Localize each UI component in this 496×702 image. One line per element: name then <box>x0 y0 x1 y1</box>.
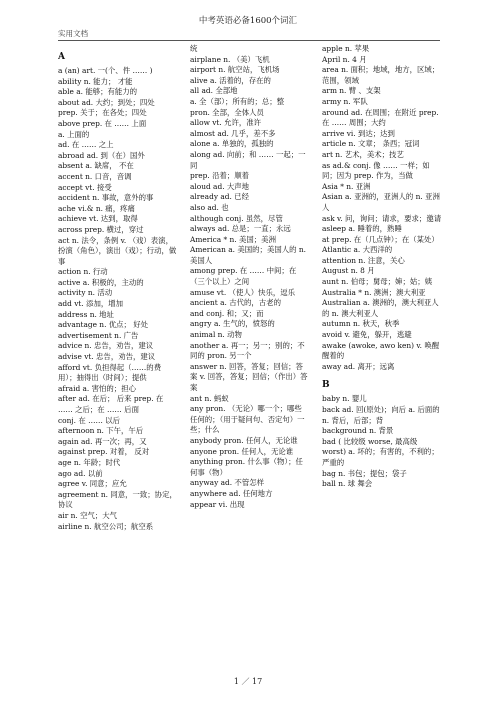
vocabulary-entry: baby n. 婴儿 <box>322 394 367 404</box>
vocabulary-entry: apple n. 苹果 <box>322 44 370 53</box>
page-number: 1 ／ 17 <box>233 677 263 686</box>
vocabulary-entry: pron. 全部，全体人员 <box>190 107 264 117</box>
vocabulary-entry: amuse vt. （使人）快乐，逗乐 <box>190 287 296 297</box>
vocabulary-entry: alone a. 单独的，孤独的 <box>190 139 274 149</box>
vocabulary-entry: allow vt. 允许，准许 <box>190 118 262 128</box>
vocabulary-entry: August n. 8 月 <box>322 266 375 276</box>
vocabulary-entry: April n. 4 月 <box>322 54 367 64</box>
vocabulary-entry: appear vi. 出现 <box>190 499 245 509</box>
vocabulary-entry: bag n. 书包；提包；袋子 <box>322 468 407 478</box>
vocabulary-entry: around ad. 在周围；在附近 prep. 在 …… 周围；大约 <box>322 107 439 128</box>
vocabulary-entry: advantage n. 优点； 好处 <box>58 320 149 330</box>
vocabulary-entry: act n. 法令，条例 v. （戏）表演，扮演（角色），演出（戏）；行动，做事 <box>58 235 177 266</box>
vocabulary-entry: n. 背后，后部；背 <box>322 415 384 425</box>
vocabulary-entry: ancient a. 古代的，古老的 <box>190 298 281 308</box>
vocabulary-entry: America * n. 美国；美洲 <box>190 234 276 244</box>
vocabulary-entry: Asian a. 亚洲的，亚洲人的 n. 亚洲人 <box>322 192 440 212</box>
section-letter: B <box>322 380 330 391</box>
vocabulary-entry: always ad. 总是；一直；永远 <box>190 224 291 234</box>
vocabulary-entry: almost ad. 几乎，差不多 <box>190 128 276 138</box>
vocabulary-entry: along ad. 向前；和 …… 一起；一同 <box>190 149 306 170</box>
vocabulary-entry: answer n. 回答，答复；回信；答案 v. 回答，答复；回信；（作出）答案 <box>190 361 308 392</box>
vocabulary-entry: Asia * n. 亚洲 <box>322 181 371 191</box>
vocabulary-entry: ache vi.& n. 痛，疼痛 <box>58 203 135 213</box>
vocabulary-entry: autumn n. 秋天，秋季 <box>322 319 400 329</box>
vocabulary-entry: all ad. 全部地 <box>190 86 238 96</box>
vocabulary-column-3 <box>322 44 442 650</box>
vocabulary-entry: away ad. 离开；远离 <box>322 361 395 371</box>
vocabulary-entry: avoid v. 避免，躲开，逃避 <box>322 330 412 340</box>
vocabulary-entry: airline n. 航空公司；航空系 <box>58 521 154 531</box>
vocabulary-entry: although conj. 虽然，尽管 <box>190 213 283 223</box>
vocabulary-entry: prep. 关于；在各处；四处 <box>58 108 147 118</box>
vocabulary-entry: ball n. 球 舞会 <box>322 479 373 489</box>
vocabulary-entry: area n. 面积；地域，地方，区域；范围，领域 <box>322 65 440 85</box>
vocabulary-entry: able a. 能够；有能力的 <box>58 87 138 97</box>
vocabulary-entry: about ad. 大约；到处；四处 <box>58 97 155 107</box>
vocabulary-entry: arrive vi. 到达；达到 <box>322 128 395 138</box>
vocabulary-entry: as ad.& conj. 像 …… 一样；如同；因为 prep. 作为，当做 <box>322 160 430 181</box>
vocabulary-entry: alive a. 活着的，存在的 <box>190 75 271 85</box>
vocabulary-entry: prep. 沿着；顺着 <box>190 171 250 181</box>
vocabulary-entry: afford vt. 负担得起（……的费用）；抽得出（时间）；提供 <box>58 362 162 383</box>
vocabulary-entry: advertisement n. 广告 <box>58 330 139 340</box>
vocabulary-entry: army n. 军队 <box>322 96 368 106</box>
vocabulary-entry: abroad ad. 到（在）国外 <box>58 150 145 160</box>
vocabulary-entry: again ad. 再一次；再，又 <box>58 436 147 446</box>
vocabulary-entry: ago ad. 以前 <box>58 468 103 478</box>
document-label: 实用文档 <box>58 29 88 38</box>
vocabulary-entry: also ad. 也 <box>190 202 229 212</box>
vocabulary-entry: back ad. 回(原处)；向后 a. 后面的 <box>322 405 440 414</box>
vocabulary-columns <box>58 44 442 650</box>
vocabulary-entry: Australian a. 澳洲的，澳大利亚人的 n. 澳大利亚人 <box>322 298 439 318</box>
vocabulary-entry: American a. 美国的；美国人的 n. 美国人 <box>190 245 306 265</box>
vocabulary-entry: agreement n. 同意，一致；协定，协议 <box>58 489 177 510</box>
vocabulary-entry: awake (awoke, awo ken) v. 唤醒 醒着的 <box>322 340 440 361</box>
vocabulary-entry: activity n. 活动 <box>58 288 113 298</box>
vocabulary-entry: airport n. 航空站，飞机场 <box>190 65 280 75</box>
vocabulary-entry: advice n. 忠告，劝告，建议 <box>58 341 154 351</box>
vocabulary-entry: afraid a. 害怕的；担心 <box>58 383 136 393</box>
vocabulary-entry: anyone pron. 任何人，无论谁 <box>190 446 294 456</box>
vocabulary-entry: ask v. 问，询问；请求，要求；邀请 <box>322 213 442 223</box>
vocabulary-entry: any pron. （无论）哪一个；哪些 任何的；（用于疑问句、否定句）一些；什么 <box>190 404 305 435</box>
vocabulary-entry: a. 上面的 <box>58 129 90 139</box>
vocabulary-entry: bad ( 比较级 worse, 最高级 worst) a. 坏的；有害的，不利的；严重的 <box>322 436 439 467</box>
vocabulary-entry: arm n. 臂 、支架 <box>322 86 381 96</box>
vocabulary-entry: 统 <box>190 44 198 53</box>
vocabulary-entry: agree v. 同意；应允 <box>58 479 127 489</box>
vocabulary-entry: above prep. 在 …… 上面 <box>58 118 147 128</box>
vocabulary-entry: art n. 艺术，美术；技艺 <box>322 149 404 159</box>
vocabulary-entry: anyway ad. 不管怎样 <box>190 478 264 488</box>
vocabulary-entry: Atlantic a. 大西洋的 <box>322 245 393 255</box>
vocabulary-entry: air n. 空气；大气 <box>58 510 118 520</box>
vocabulary-entry: animal n. 动物 <box>190 330 242 340</box>
vocabulary-entry: another a. 再一；另一；别的；不同的 pron. 另一个 <box>190 340 305 361</box>
vocabulary-entry: airplane n. （美）飞机 <box>190 54 270 64</box>
vocabulary-entry: article n. 文章； 条西；冠词 <box>322 139 420 149</box>
vocabulary-entry: attention n. 注意，关心 <box>322 255 405 265</box>
section-letter: A <box>58 52 65 62</box>
vocabulary-entry: a (an) art. 一(个、件 …… ) <box>58 66 153 75</box>
vocabulary-entry: ability n. 能力； 才能 <box>58 76 133 86</box>
vocabulary-entry: anything pron. 什么事（物）；任何事（物） <box>190 457 303 477</box>
vocabulary-column-2 <box>190 44 310 650</box>
vocabulary-entry: at prep. 在（几点钟）；在（某处） <box>322 234 439 244</box>
vocabulary-entry: anywhere ad. 任何地方 <box>190 488 273 498</box>
vocabulary-entry: accent n. 口音，音调 <box>58 171 132 181</box>
vocabulary-entry: after ad. 在后； 后来 prep. 在 …… 之后；在 …… 后面 <box>58 394 164 414</box>
vocabulary-entry: age n. 年龄；时代 <box>58 457 121 467</box>
vocabulary-entry: already ad. 已经 <box>190 192 249 202</box>
vocabulary-column-1 <box>58 44 178 650</box>
vocabulary-entry: anybody pron. 任何人，无论谁 <box>190 435 298 445</box>
vocabulary-entry: accident n. 事故，意外的事 <box>58 193 154 203</box>
vocabulary-entry: and conj. 和；又；而 <box>190 308 264 318</box>
vocabulary-entry: address n. 地址 <box>58 309 114 319</box>
vocabulary-entry: aloud ad. 大声地 <box>190 181 250 191</box>
vocabulary-entry: background n. 背景 <box>322 426 394 436</box>
vocabulary-entry: absent a. 缺席， 不在 <box>58 161 134 171</box>
vocabulary-entry: ad. 在 …… 之上 <box>58 140 114 150</box>
vocabulary-entry: conj. 在 …… 以后 <box>58 415 120 425</box>
vocabulary-entry: Australia * n. 澳洲；澳大利亚 <box>322 287 426 297</box>
vocabulary-entry: asleep a. 睡着的，熟睡 <box>322 224 402 234</box>
vocabulary-entry: angry a. 生气的，愤怒的 <box>190 319 275 329</box>
vocabulary-entry: active a. 积极的，主动的 <box>58 277 144 287</box>
vocabulary-entry: ant n. 蚂蚁 <box>190 393 229 403</box>
vocabulary-entry: afternoon n. 下午，午后 <box>58 426 144 436</box>
vocabulary-entry: among prep. 在 …… 中间；在（三个以上）之间 <box>190 266 297 287</box>
vocabulary-entry: action n. 行动 <box>58 267 108 277</box>
vocabulary-entry: add vt. 添加，增加 <box>58 299 124 309</box>
vocabulary-entry: accept vt. 接受 <box>58 182 112 192</box>
vocabulary-entry: aunt n. 伯母；舅母；婶；姑；姨 <box>322 277 433 287</box>
vocabulary-entry: against prep. 对着， 反对 <box>58 447 150 457</box>
vocabulary-entry: across prep. 横过，穿过 <box>58 224 144 234</box>
header-divider <box>58 40 440 41</box>
vocabulary-entry: a. 全（部）；所有的；总；整 <box>190 96 285 106</box>
vocabulary-entry: achieve vt. 达到，取得 <box>58 214 138 224</box>
document-title: 中考英语必备1600个词汇 <box>198 16 298 26</box>
vocabulary-entry: advise vt. 忠告，劝告，建议 <box>58 352 156 362</box>
